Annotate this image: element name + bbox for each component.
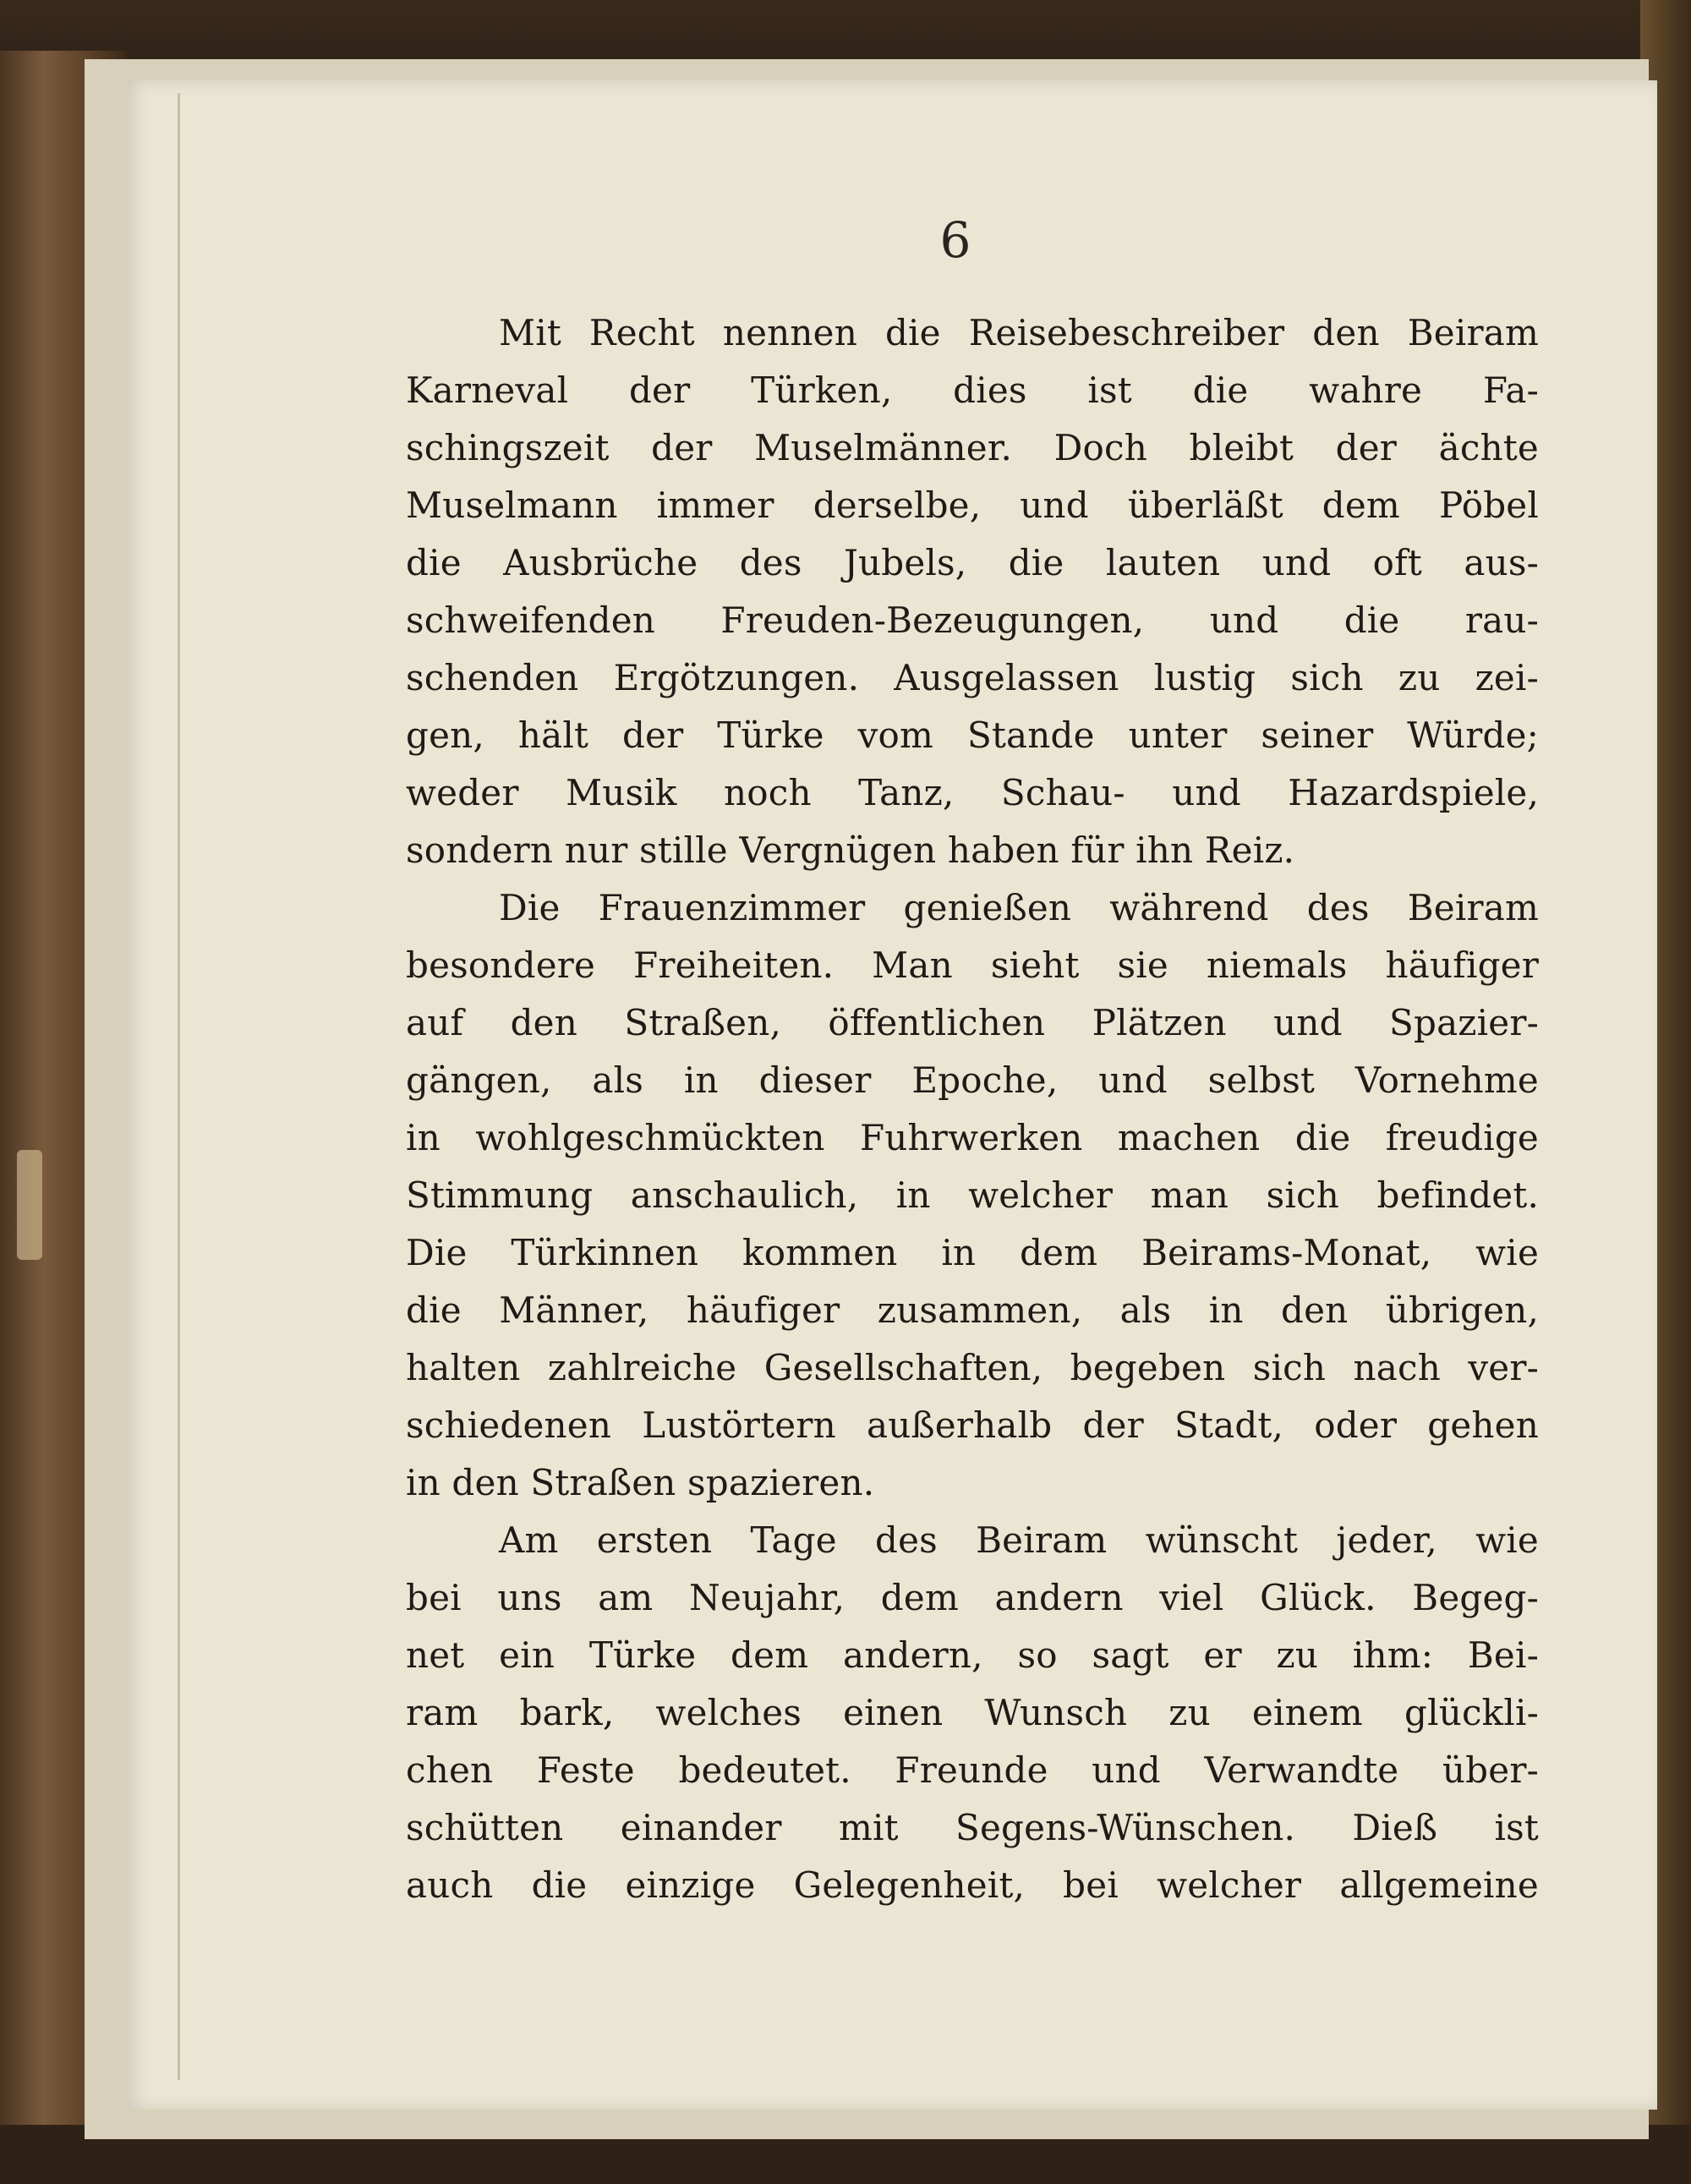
text-line: Karneval der Türken, dies ist die wahre Fa- [406,369,1539,411]
page-number: 6 [939,211,971,269]
text-line: die Männer, häufiger zusammen, als in den übrigen, [406,1289,1539,1331]
text-line: Muselmann immer derselbe, und überläßt dem Pöbel [406,484,1539,526]
text-line: Am ersten Tage des Beiram wünscht jeder, wie [499,1519,1539,1561]
text-line: Die Türkinnen kommen in dem Beirams-Monat, wie [406,1232,1539,1273]
text-line: halten zahlreiche Gesellschaften, begeben sich nach ver- [406,1347,1539,1388]
text-line: schingszeit der Muselmänner. Doch bleibt der ächte [406,427,1539,468]
text-line: ram bark, welches einen Wunsch zu einem glückli- [406,1692,1539,1733]
text-line: bei uns am Neujahr, dem andern viel Glück. Begeg- [406,1577,1539,1618]
text-line: auch die einzige Gelegenheit, bei welcher allgemeine [406,1864,1539,1906]
text-line: weder Musik noch Tanz, Schau- und Hazardspiele, [406,772,1539,813]
text-line: schiedenen Lustörtern außerhalb der Stadt, oder gehen [406,1404,1539,1446]
text-line: schenden Ergötzungen. Ausgelassen lustig sich zu zei- [406,657,1539,698]
text-line: schütten einander mit Segens-Wünschen. Dieß ist [406,1807,1539,1848]
text-line: gen, hält der Türke vom Stande unter seiner Würde; [406,714,1539,756]
text-line: auf den Straßen, öffentlichen Plätzen und Spazier- [406,1002,1539,1043]
text-line: die Ausbrüche des Jubels, die lauten und oft aus- [406,542,1539,583]
text-line: besondere Freiheiten. Man sieht sie niemals häufiger [406,944,1539,986]
text-line: Stimmung anschaulich, in welcher man sich befindet. [406,1174,1539,1216]
text-line: in den Straßen spazieren. [406,1462,875,1503]
text-line: gängen, als in dieser Epoche, und selbst Vornehme [406,1059,1539,1101]
text-line: chen Feste bedeutet. Freunde und Verwandte über- [406,1749,1539,1791]
text-line: schweifenden Freuden-Bezeugungen, und die rau- [406,599,1539,641]
text-line: sondern nur stille Vergnügen haben für ihn Reiz. [406,829,1295,871]
text-line: in wohlgeschmückten Fuhrwerken machen die freudige [406,1117,1539,1158]
text-line: Die Frauenzimmer genießen während des Beiram [499,887,1539,928]
text-line: Mit Recht nennen die Reisebeschreiber den Beiram [499,312,1539,353]
body-text [406,304,1539,1914]
text-line: net ein Türke dem andern, so sagt er zu ihm: Bei- [406,1634,1539,1676]
